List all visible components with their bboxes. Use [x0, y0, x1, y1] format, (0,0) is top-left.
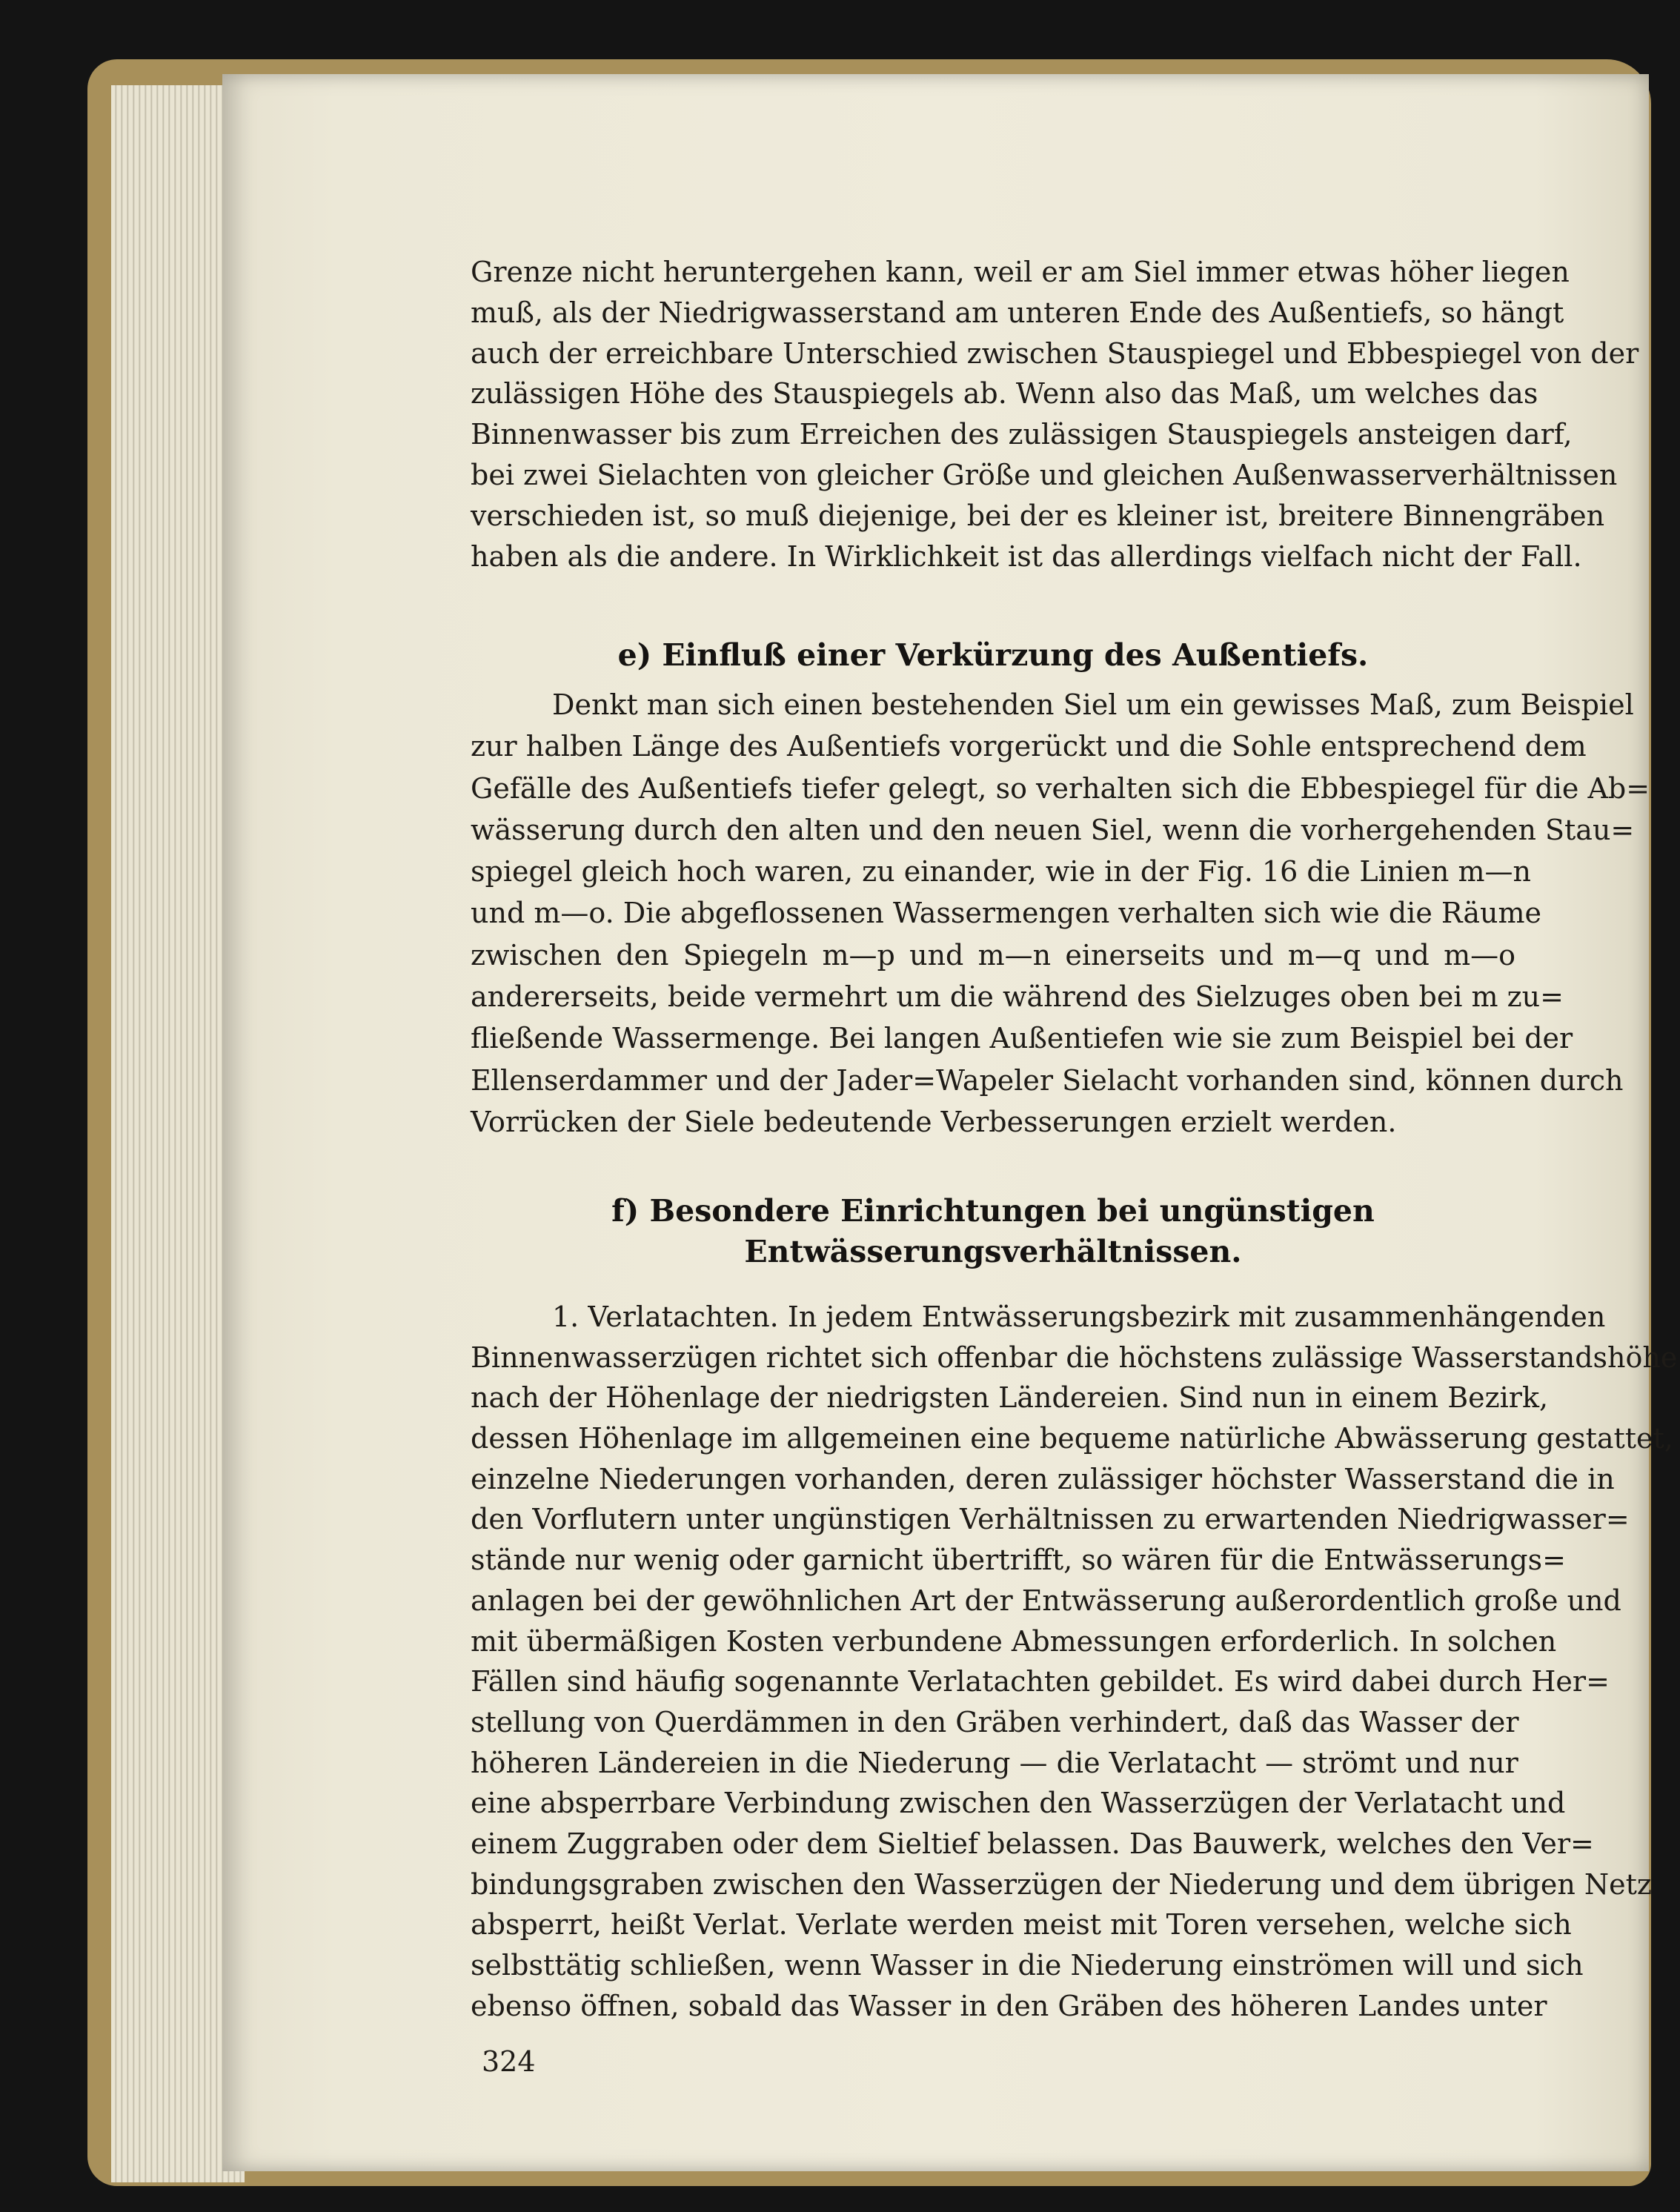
text-line: bindungsgraben zwischen den Wasserzügen der Niederung und dem übrigen Netz	[471, 1867, 1652, 1901]
text-line: mit übermäßigen Kosten verbundene Abmessungen erforderlich. In solchen	[471, 1624, 1557, 1658]
text-line: stände nur wenig oder garnicht übertrifft, so wären für die Entwässerungs=	[471, 1544, 1566, 1577]
text-line: Binnenwasserzügen richtet sich offenbar die höchstens zulässige Wasserstandshöhe	[471, 1341, 1678, 1374]
text-line: zulässigen Höhe des Stauspiegels ab. Wenn also das Maß, um welches das	[471, 377, 1538, 411]
text-line: bei zwei Sielachten von gleicher Größe und gleichen Außenwasserverhältnissen	[471, 458, 1618, 491]
text-line: zwischen den Spiegeln m—p und m—n einerseits und m—q und m—o	[471, 938, 1515, 972]
text-line: anlagen bei der gewöhnlichen Art der Entwässerung außerordentlich große und	[471, 1584, 1621, 1617]
text-line: höheren Ländereien in die Niederung — die Verlatacht — strömt und nur	[471, 1746, 1518, 1779]
paragraph-continued	[471, 252, 1639, 577]
text-line: selbsttätig schließen, wenn Wasser in die Niederung einströmen will und sich	[471, 1949, 1584, 1982]
text-line: eine absperrbare Verbindung zwischen den Wasserzügen der Verlatacht und	[471, 1787, 1566, 1820]
text-line: auch der erreichbare Unterschied zwischen Stauspiegel und Ebbespiegel von der	[471, 336, 1639, 370]
section-f-heading-line1: f) Besondere Einrichtungen bei ungünstigen	[611, 1193, 1375, 1229]
text-line: verschieden ist, so muß diejenige, bei der es kleiner ist, breitere Binnengräben	[471, 499, 1605, 532]
text-line: ebenso öffnen, sobald das Wasser in den Gräben des höheren Landes unter	[471, 1989, 1547, 2022]
text-line: Vorrücken der Siele bedeutende Verbesserungen erzielt werden.	[471, 1105, 1397, 1138]
text-line: Grenze nicht heruntergehen kann, weil er am Siel immer etwas höher liegen	[471, 256, 1570, 288]
text-line: 1. Verlatachten. In jedem Entwässerungsbezirk mit zusammenhängenden	[552, 1301, 1606, 1333]
text-line: muß, als der Niedrigwasserstand am unteren Ende des Außentiefs, so hängt	[471, 296, 1564, 329]
section-f-heading-line2: Entwässerungsverhältnissen.	[744, 1234, 1242, 1269]
text-line: einzelne Niederungen vorhanden, deren zulässiger höchster Wasserstand die in	[471, 1462, 1615, 1495]
text-line: nach der Höhenlage der niedrigsten Ländereien. Sind nun in einem Bezirk,	[471, 1381, 1549, 1415]
text-line: fließende Wassermenge. Bei langen Außentiefen wie sie zum Beispiel bei der	[471, 1022, 1573, 1055]
text-line: haben als die andere. In Wirklichkeit ist das allerdings vielfach nicht der Fall.	[471, 539, 1582, 573]
text-line: Ellenserdammer und der Jader=Wapeler Sielacht vorhanden sind, können durch	[471, 1063, 1624, 1097]
section-e-heading: e) Einfluß einer Verkürzung des Außentiefs.	[617, 637, 1369, 673]
text-line: Gefälle des Außentiefs tiefer gelegt, so verhalten sich die Ebbespiegel für die Ab=	[471, 771, 1650, 805]
text-line: zur halben Länge des Außentiefs vorgerückt und die Sohle entsprechend dem	[471, 730, 1587, 763]
text-line: dessen Höhenlage im allgemeinen eine bequeme natürliche Abwässerung gestattet,	[471, 1422, 1673, 1455]
text-line: einem Zuggraben oder dem Sieltief belassen. Das Bauwerk, welches den Ver=	[471, 1827, 1594, 1860]
text-line: Denkt man sich einen bestehenden Siel um ein gewisses Maß, zum Beispiel	[552, 688, 1634, 721]
section-e-paragraph	[471, 684, 1650, 1143]
text-line: stellung von Querdämmen in den Gräben verhindert, daß das Wasser der	[471, 1705, 1519, 1738]
text-line: absperrt, heißt Verlat. Verlate werden meist mit Toren versehen, welche sich	[471, 1908, 1572, 1942]
text-line: den Vorflutern unter ungünstigen Verhältnissen zu erwartenden Niedrigwasser=	[471, 1503, 1630, 1536]
text-line: spiegel gleich hoch waren, zu einander, wie in der Fig. 16 die Linien m—n	[471, 855, 1531, 889]
text-line: Fällen sind häufig sogenannte Verlatachten gebildet. Es wird dabei durch Her=	[471, 1665, 1610, 1698]
section-f-paragraph	[471, 1297, 1678, 2026]
text-line: andererseits, beide vermehrt um die während des Sielzuges oben bei m zu=	[471, 980, 1564, 1014]
text-line: wässerung durch den alten und den neuen Siel, wenn die vorhergehenden Stau=	[471, 813, 1635, 846]
text-line: und m—o. Die abgeflossenen Wassermengen verhalten sich wie die Räume	[471, 897, 1542, 930]
text-line: Binnenwasser bis zum Erreichen des zulässigen Stauspiegels ansteigen darf,	[471, 418, 1573, 451]
page-number: 324	[482, 2045, 536, 2078]
